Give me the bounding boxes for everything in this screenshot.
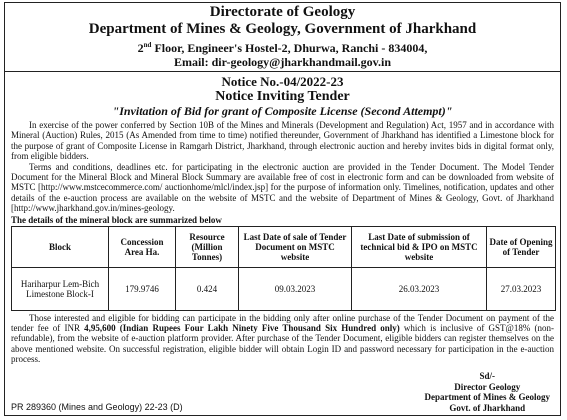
- header-opening-date: Date of Opening of Tender: [487, 226, 556, 267]
- header-resource: Resource (Million Tonnes): [176, 226, 239, 267]
- address-rest: Floor, Engineer's Hostel-2, Dhurwa, Ranchi - 834004,: [151, 41, 428, 55]
- participation-text-a: Those interested and eligible for bidding can participate in the bidding only after online purchase of the Tender Document on payment of the tender fee of INR: [11, 312, 554, 334]
- header-divider: [5, 71, 560, 72]
- signatory-government: Govt. of Jharkhand: [449, 402, 526, 413]
- participation-text-b: which is inclusive of GST@18% (non-refundable), from the website of e-auction platform provider. After purchase of the Tender Document, eligible bidders can register themselves on the above mentioned website. On successful registration, eligible bidder will obtain Login ID and password necessary for participation in the e-auction process.: [11, 323, 554, 365]
- address-floor-suffix: nd: [143, 41, 152, 49]
- address-floor-number: 2: [137, 41, 144, 55]
- notice-title: Notice Inviting Tender: [215, 89, 350, 104]
- office-address: [5, 38, 560, 55]
- table-row: [12, 267, 556, 310]
- header-submission-date: Last Date of submission of technical bid & IPO on MSTC website: [352, 226, 487, 267]
- cell-block-name: Hariharpur Lem-Bich Limestone Block-I: [12, 267, 109, 310]
- mineral-block-table: [11, 226, 556, 311]
- office-email: Email: dir-geology@jharkhandmail.gov.in: [173, 55, 392, 69]
- cell-sale-date: 09.03.2023: [239, 267, 352, 310]
- intro-paragraph: In exercise of the power conferred by Section 10B of the Mines and Minerals (Development and Regulation) Act, 1957 and in accordance with Mineral (Auction) Rules, 2015 (As Amended from time to time) notified thereunder, Government of Jharkhand has identified a Limestone block for the purpose of grant of Composite License in Ramgarh District, Jharkhand, through electronic auction and hereby invites bids in digital format only, from eligible bidders.: [11, 120, 554, 162]
- notice-number: Notice No.-04/2022-23: [221, 74, 344, 89]
- table-header-row: [12, 226, 556, 267]
- header-sale-date: Last Date of sale of Tender Document on MSTC website: [239, 226, 352, 267]
- tender-notice: [4, 2, 561, 416]
- participation-paragraph: [11, 313, 554, 365]
- cell-resource: 0.424: [176, 267, 239, 310]
- cell-submission-date: 26.03.2023: [352, 267, 487, 310]
- department-title: Department of Mines & Geology, Government of Jharkhand: [88, 21, 477, 37]
- notice-subtitle: "Invitation of Bid for grant of Composite License (Second Attempt)": [112, 104, 453, 118]
- header-block: Block: [12, 226, 109, 267]
- signatory-title: Director Geology: [454, 381, 521, 392]
- signature-sd: Sd/-: [479, 371, 496, 381]
- block-details-heading: The details of the mineral block are summarized below: [11, 214, 222, 225]
- terms-paragraph: Terms and conditions, deadlines etc. for participating in the electronic auction are provided in the Tender Document. The Model Tender Document for the Mineral Block and Mineral Block Summary are available free of cost in electronic form and can be downloaded from website of MSTC [http://www.mstcecommerce.com/ auctionhome/mlcl/index.jsp] for the purpose of information only. Timelines, notification, updates and other details of the e-auction process are available on the website of MSTC and the website of Department of Mines & Geology, Govt. of Jharkhand [http://www.jharkhand.gov.in/mines-geology.: [11, 161, 554, 214]
- cell-opening-date: 27.03.2023: [487, 267, 556, 310]
- signatory-department: Department of Mines & Geology: [424, 392, 550, 402]
- directorate-title: Directorate of Geology: [209, 4, 356, 20]
- tender-fee-amount: 4,95,600 (Indian Rupees Four Lakh Ninety Five Thousand Six Hundred only): [84, 323, 400, 334]
- signature-block: [425, 371, 550, 413]
- header-concession-area: Concession Area Ha.: [109, 226, 176, 267]
- cell-concession-area: 179.9746: [109, 267, 176, 310]
- pr-number: PR 289360 (Mines and Geology) 22-23 (D): [11, 402, 183, 412]
